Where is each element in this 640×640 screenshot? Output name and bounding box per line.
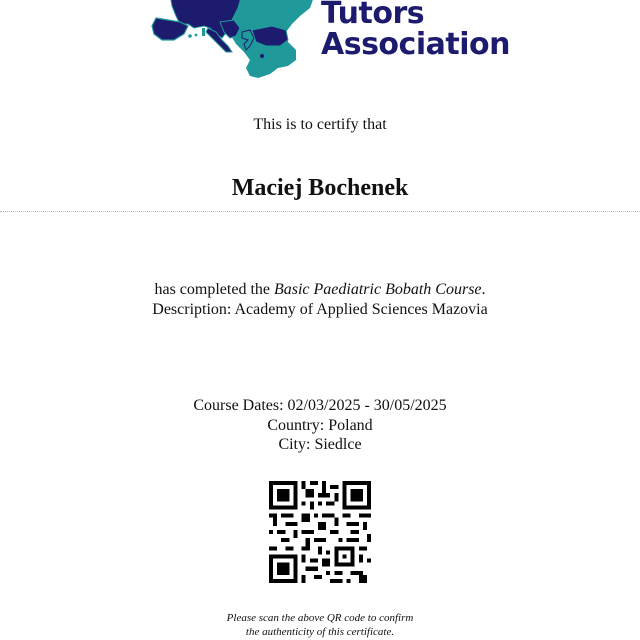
course-city: City: Siedlce: [278, 436, 362, 453]
completed-suffix: .: [481, 281, 486, 298]
qr-code-icon[interactable]: [269, 481, 371, 583]
course-name: Basic Paediatric Bobath Course: [273, 281, 482, 298]
logo-text-line1: Tutors: [321, 0, 425, 31]
recipient-name: Maciej Bochenek: [231, 175, 409, 201]
course-details: [0, 396, 640, 455]
certify-intro: This is to certify that: [253, 116, 387, 133]
course-description: Description: Academy of Applied Sciences Mazovia: [152, 301, 488, 318]
verification-note-line1: Please scan the above QR code to confirm: [226, 612, 414, 624]
verification-note: [0, 611, 640, 639]
course-dates: Course Dates: 02/03/2025 - 30/05/2025: [193, 397, 447, 414]
association-logo: [150, 0, 510, 84]
association-name: [321, 0, 510, 60]
course-country: Country: Poland: [267, 416, 373, 434]
name-underline-divider: [0, 211, 640, 212]
logo-text-line2: Association: [321, 27, 510, 62]
verification-note-line2: the authenticity of this certificate.: [245, 626, 395, 638]
europe-map-icon: [150, 0, 315, 82]
completed-prefix: has completed the: [154, 281, 274, 298]
completion-line: [0, 280, 640, 300]
completion-statement: [0, 280, 640, 320]
